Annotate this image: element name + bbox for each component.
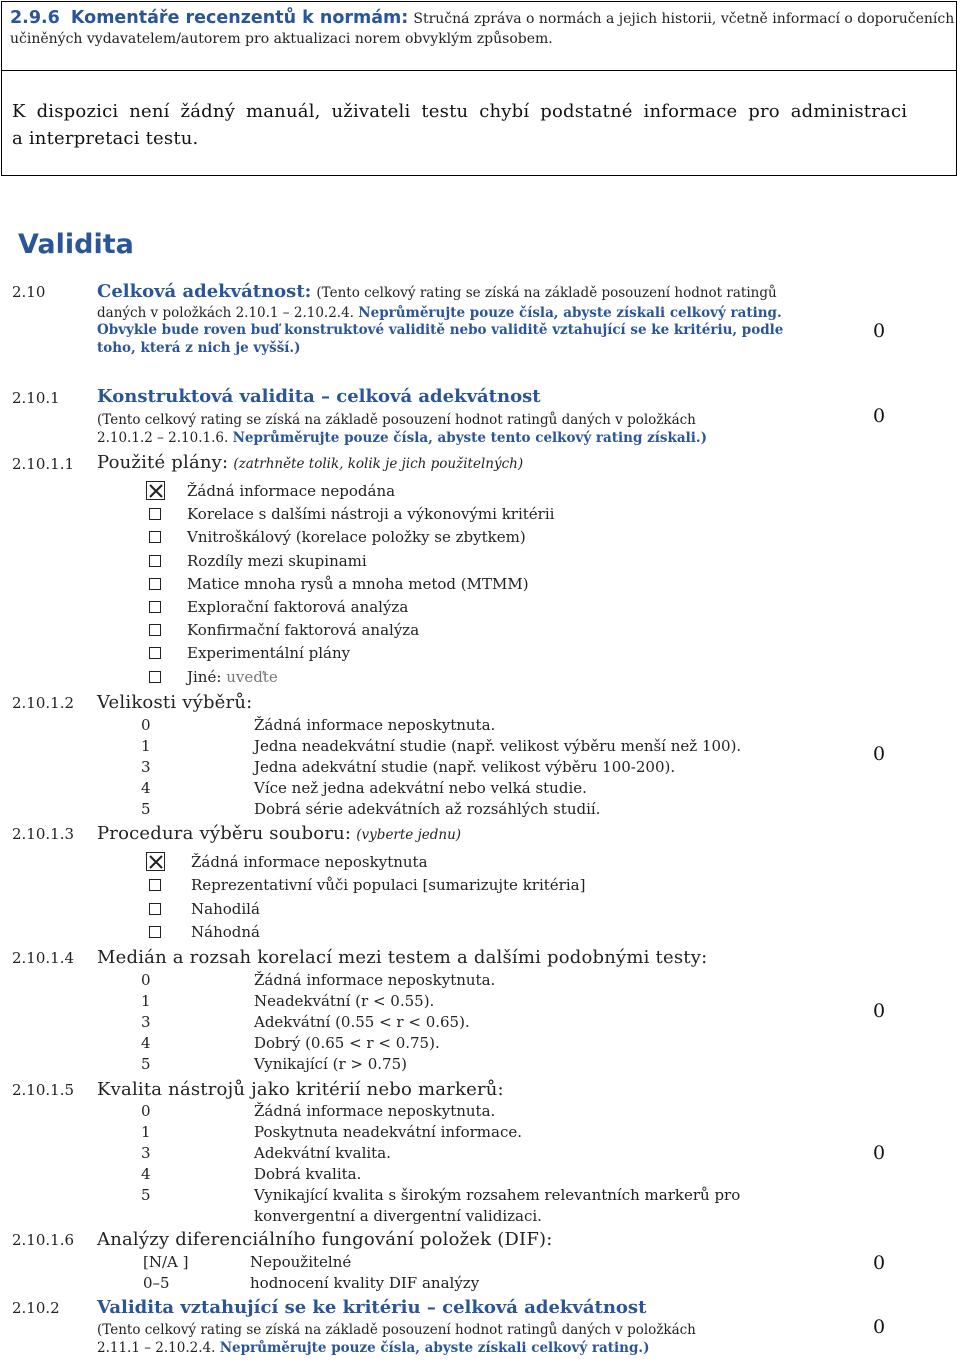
section-number: 2.9.6 bbox=[10, 8, 60, 28]
item-desc-line2: 2.10.1.2 – 2.10.1.6. Neprůměrujte pouze čísla, abyste tento celkový rating získali.) bbox=[97, 430, 707, 446]
item-desc-line4: toho, která z nich je vyšší.) bbox=[97, 340, 301, 356]
option-label: Žádná informace nepodána bbox=[187, 482, 396, 500]
scale-description: Žádná informace neposkytnuta. bbox=[254, 716, 496, 734]
checkbox-option-3[interactable] bbox=[149, 555, 161, 567]
scale-description: Poskytnuta neadekvátní informace. bbox=[254, 1123, 523, 1141]
option-label: Konfirmační faktorová analýza bbox=[187, 621, 420, 640]
checkbox-option-0[interactable] bbox=[146, 481, 165, 500]
scale-description: Dobrá kvalita. bbox=[254, 1165, 362, 1183]
section-title: Komentáře recenzentů k normám: bbox=[70, 8, 409, 28]
option-label: Vnitroškálový (korelace položky se zbytkem) bbox=[187, 528, 526, 547]
scale-code: 1 bbox=[141, 992, 151, 1010]
item-title-2-10-2: Validita vztahující se ke kritériu – celková adekvátnost bbox=[97, 1297, 647, 1318]
scale-code: 5 bbox=[141, 1186, 151, 1204]
scale-row-5-continued: konvergentní a divergentní validizaci. bbox=[254, 1207, 542, 1225]
checkbox-option-4[interactable] bbox=[149, 578, 161, 590]
scale-description: Jedna neadekvátní studie (např. velikost výběru menší než 100). bbox=[254, 737, 742, 755]
scale-description: Vynikající kvalita s širokým rozsahem relevantních markerů pro bbox=[254, 1186, 741, 1204]
score-2-10: 0 bbox=[873, 320, 886, 342]
item-heading-2-10-1-1: Použité plány: (zatrhněte tolik, kolik je jich použitelných) bbox=[97, 452, 524, 473]
item-title: Celková adekvátnost: bbox=[97, 281, 312, 302]
scale-code: 4 bbox=[141, 1034, 151, 1052]
scale-code: 4 bbox=[141, 779, 151, 797]
scale-code: 1 bbox=[141, 1123, 151, 1141]
option-label: Reprezentativní vůči populaci [sumarizujte kritéria] bbox=[191, 876, 586, 895]
item-number-2-10-1-6: 2.10.1.6 bbox=[12, 1231, 75, 1249]
item-title-2-10-1-2: Velikosti výběrů: bbox=[97, 692, 253, 713]
scale-code: 3 bbox=[141, 758, 151, 776]
item-number-2-10-1-2: 2.10.1.2 bbox=[12, 694, 75, 712]
item-number-2-10-2: 2.10.2 bbox=[12, 1299, 60, 1317]
option-label: Žádná informace neposkytnuta bbox=[191, 853, 428, 871]
scale-description: Adekvátní kvalita. bbox=[254, 1144, 391, 1162]
reviewer-comment-line1: K dispozici není žádný manuál, uživateli testu chybí podstatné informace pro administraci bbox=[12, 101, 908, 122]
page-title-validita: Validita bbox=[18, 229, 134, 260]
checkbox-option-3[interactable] bbox=[149, 926, 161, 938]
item-number-2-10-1-1: 2.10.1.1 bbox=[12, 455, 75, 473]
checkbox-option-2[interactable] bbox=[149, 903, 161, 915]
scale-description: Žádná informace neposkytnuta. bbox=[254, 971, 496, 989]
scale-code: 5 bbox=[141, 800, 151, 818]
item-number-2-10: 2.10 bbox=[12, 283, 46, 301]
item-number-2-10-1-4: 2.10.1.4 bbox=[12, 949, 75, 967]
scale-code: 0 bbox=[141, 716, 151, 734]
other-option: Jiné: uveďte bbox=[187, 668, 278, 686]
item-title-2-10-1-6: Analýzy diferenciálního fungování položek (DIF): bbox=[97, 1229, 553, 1250]
scale-code: 1 bbox=[141, 737, 151, 755]
checkbox-option-7[interactable] bbox=[149, 647, 161, 659]
item-desc-line2: 2.11.1 – 2.10.2.4. Neprůměrujte pouze čísla, abyste získali celkový rating.) bbox=[97, 1340, 650, 1356]
option-label: Matice mnoha rysů a mnoha metod (MTMM) bbox=[187, 574, 529, 593]
score-2-10-1-5: 0 bbox=[873, 1142, 886, 1164]
scale-code: 4 bbox=[141, 1165, 151, 1183]
option-label: Rozdíly mezi skupinami bbox=[187, 551, 367, 570]
scale-description: Žádná informace neposkytnuta. bbox=[254, 1102, 496, 1120]
item-heading-2-10-1-3: Procedura výběru souboru: (vyberte jednu) bbox=[97, 823, 462, 844]
scale-code: 0–5 bbox=[143, 1274, 170, 1292]
option-label: Nahodilá bbox=[191, 899, 260, 918]
checkbox-option-6[interactable] bbox=[149, 624, 161, 636]
scale-description: Adekvátní (0.55 < r < 0.65). bbox=[254, 1013, 470, 1031]
item-desc-line2: daných v položkách 2.10.1 – 2.10.2.4. Neprůměrujte pouze čísla, abyste získali celkový rating. bbox=[97, 305, 782, 321]
scale-description: Více než jedna adekvátní nebo velká studie. bbox=[254, 779, 587, 797]
checkbox-option-1[interactable] bbox=[149, 879, 161, 891]
checkbox-option-1[interactable] bbox=[149, 508, 161, 520]
item-desc-line1: (Tento celkový rating se získá na základě posouzení hodnot ratingů bbox=[316, 285, 777, 301]
item-number-2-10-1: 2.10.1 bbox=[12, 389, 60, 407]
item-desc-line1: (Tento celkový rating se získá na základě posouzení hodnot ratingů daných v položkách bbox=[97, 1322, 696, 1338]
norms-comment-box bbox=[1, 70, 957, 176]
scale-description: Nepoužitelné bbox=[250, 1253, 352, 1271]
scale-code: 3 bbox=[141, 1013, 151, 1031]
item-desc-line1: (Tento celkový rating se získá na základě posouzení hodnot ratingů daných v položkách bbox=[97, 412, 696, 428]
scale-description: Jedna adekvátní studie (např. velikost výběru 100-200). bbox=[254, 758, 676, 776]
section-heading-2-9-6 bbox=[10, 8, 954, 28]
option-label: Korelace s dalšími nástroji a výkonovými kritérii bbox=[187, 505, 555, 524]
item-number-2-10-1-3: 2.10.1.3 bbox=[12, 825, 75, 843]
scale-description: Vynikající (r > 0.75) bbox=[254, 1055, 407, 1073]
score-2-10-2: 0 bbox=[873, 1316, 886, 1338]
score-2-10-1-2: 0 bbox=[873, 743, 886, 765]
checkbox-other[interactable] bbox=[149, 671, 161, 683]
item-title-2-10-1-4: Medián a rozsah korelací mezi testem a dalšími podobnými testy: bbox=[97, 947, 708, 968]
score-2-10-1: 0 bbox=[873, 405, 886, 427]
item-title-2-10-1: Konstruktová validita – celková adekvátnost bbox=[97, 386, 541, 407]
scale-description: Neadekvátní (r < 0.55). bbox=[254, 992, 435, 1010]
scale-code: 0 bbox=[141, 1102, 151, 1120]
scale-code: 0 bbox=[141, 971, 151, 989]
scale-code: 3 bbox=[141, 1144, 151, 1162]
item-number-2-10-1-5: 2.10.1.5 bbox=[12, 1081, 75, 1099]
checkbox-option-2[interactable] bbox=[149, 531, 161, 543]
scale-description: Dobrý (0.65 < r < 0.75). bbox=[254, 1034, 440, 1052]
item-heading-2-10 bbox=[97, 281, 777, 302]
checkbox-option-0[interactable] bbox=[146, 852, 165, 871]
checkbox-option-5[interactable] bbox=[149, 601, 161, 613]
other-input[interactable]: uveďte bbox=[226, 668, 278, 686]
option-label: Experimentální plány bbox=[187, 644, 351, 663]
section-subtitle: Stručná zpráva o normách a jejich historii, včetně informací o doporučeních bbox=[413, 11, 955, 27]
score-2-10-1-4: 0 bbox=[873, 1000, 886, 1022]
scale-code: 5 bbox=[141, 1055, 151, 1073]
item-title-2-10-1-5: Kvalita nástrojů jako kritérií nebo markerů: bbox=[97, 1079, 504, 1100]
item-desc-line3: Obvykle bude roven buď konstruktové validitě nebo validitě vztahující se ke kritériu, podle bbox=[97, 322, 784, 338]
option-label: Náhodná bbox=[191, 922, 260, 941]
reviewer-comment-line2: a interpretaci testu. bbox=[12, 128, 199, 149]
section-subtitle-line2: učiněných vydavatelem/autorem pro aktualizaci norem obvyklým způsobem. bbox=[10, 31, 553, 47]
option-label: Explorační faktorová analýza bbox=[187, 598, 409, 616]
scale-code: [N/A ] bbox=[143, 1253, 189, 1271]
scale-description: hodnocení kvality DIF analýzy bbox=[250, 1274, 480, 1292]
scale-description: Dobrá série adekvátních až rozsáhlých studií. bbox=[254, 800, 601, 818]
score-2-10-1-6: 0 bbox=[873, 1252, 886, 1274]
